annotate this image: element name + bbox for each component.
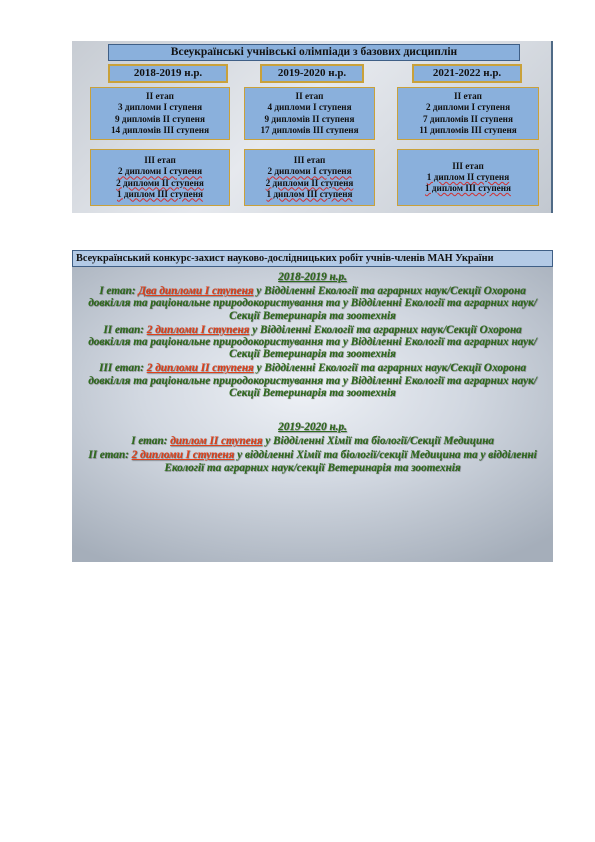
stage2-box-2021	[397, 87, 539, 140]
stage2-box-2019	[244, 87, 375, 140]
result-paragraph	[72, 285, 553, 322]
diploma-line: 2 дипломи І ступеня	[117, 166, 203, 177]
diploma-line: 9 дипломів ІІ ступеня	[264, 113, 355, 124]
spacer	[72, 401, 553, 421]
stage3-box-2018	[90, 149, 230, 206]
result-paragraph	[72, 362, 553, 399]
diploma-line: 2 дипломи ІІ ступеня	[265, 177, 354, 188]
diploma-line: 1 диплом ІІІ ступеня	[425, 183, 511, 194]
award-highlight: диплом ІІ ступеня	[170, 435, 263, 448]
diploma-line: 2 дипломи ІІ ступеня	[116, 177, 204, 188]
award-details: у Відділенні Екології та аграрних наук/Секції Охорона довкілля та раціональне природокористування та у Відділенні Екології та аграрних наук/Секції Ветеринарія та зоотехнія	[88, 323, 537, 361]
man-contest-slide	[72, 250, 553, 562]
stage2-box-2018	[90, 87, 230, 140]
award-highlight: Два дипломи І ступеня	[138, 285, 254, 298]
diploma-line: 7 дипломів ІІ ступеня	[423, 113, 513, 124]
stage-label: ІІІ етап	[452, 160, 484, 171]
award-details: у відділенні Хімії та біології/секції Медицина та у відділенні Екології та аграрних наук/секції Ветеринарія та зоотехнія	[164, 449, 537, 474]
award-details: у Відділенні Екології та аграрних наук/Секції Охорона довкілля та раціональне природокористування та у Відділенні Екології та аграрних наук/Секції Ветеринарія та зоотехнія	[88, 285, 537, 322]
diploma-line: 17 дипломів ІІІ ступеня	[260, 124, 359, 135]
stage3-box-2021	[397, 149, 539, 206]
stage-label: І етап:	[131, 435, 171, 448]
year-header-1: 2018-2019 н.р.	[108, 64, 228, 83]
result-paragraph	[72, 324, 553, 361]
stage-label: І етап:	[99, 285, 139, 298]
stage3-box-2019	[244, 149, 375, 206]
diploma-line: 3 дипломи І ступеня	[117, 102, 203, 113]
year-heading-2018: 2018-2019 н.р.	[278, 271, 347, 283]
award-details: у Відділенні Хімії та біології/Секції Медицина	[262, 435, 494, 448]
stage-label: ІІ етап	[454, 91, 482, 102]
stage-label: ІІ етап:	[103, 323, 147, 336]
diploma-line: 4 дипломи І ступеня	[267, 102, 352, 113]
stage-label: ІІІ етап	[144, 155, 176, 166]
stage-label: ІІ етап:	[88, 449, 132, 462]
year-heading-2019: 2019-2020 н.р.	[278, 421, 347, 434]
diploma-line: 1 диплом ІІІ ступеня	[117, 188, 203, 199]
stage-label: ІІ етап	[295, 91, 324, 102]
contest-header: Всеукраїнський конкурс-захист науково-дослідницьких робіт учнів-членів МАН України	[72, 250, 553, 267]
diploma-line: 1 диплом ІІ ступеня	[426, 171, 510, 182]
year-header-3: 2021-2022 н.р.	[412, 64, 522, 83]
diploma-line: 9 дипломів ІІ ступеня	[115, 113, 205, 124]
award-highlight: 2 дипломи І ступеня	[146, 323, 250, 336]
award-highlight: 2 дипломи І ступеня	[131, 449, 235, 462]
stage-label: ІІ етап	[146, 91, 174, 102]
award-highlight: 2 дипломи ІІ ступеня	[146, 362, 254, 375]
stage-label: ІІІ етап	[293, 155, 326, 166]
diploma-line: 1 диплом ІІІ ступеня	[266, 188, 353, 199]
diploma-line: 11 дипломів ІІІ ступеня	[419, 124, 517, 135]
year-header-2: 2019-2020 н.р.	[260, 64, 364, 83]
contest-results	[72, 271, 553, 476]
diploma-line: 2 дипломи І ступеня	[267, 166, 352, 177]
result-paragraph	[72, 449, 553, 473]
olympiad-title: Всеукраїнські учнівські олімпіади з базових дисциплін	[108, 44, 520, 61]
diploma-line: 2 дипломи І ступеня	[425, 102, 511, 113]
olympiad-slide	[72, 41, 553, 213]
stage-label: ІІІ етап:	[98, 362, 147, 375]
diploma-line: 14 дипломів ІІІ ступеня	[110, 124, 210, 135]
award-details: у Відділенні Екології та аграрних наук/Секції Охорона довкілля та раціональне природокористування та у Відділенні Екології та аграрних наук/Секції Ветеринарія та зоотехнія	[88, 362, 537, 399]
result-paragraph	[72, 435, 553, 447]
